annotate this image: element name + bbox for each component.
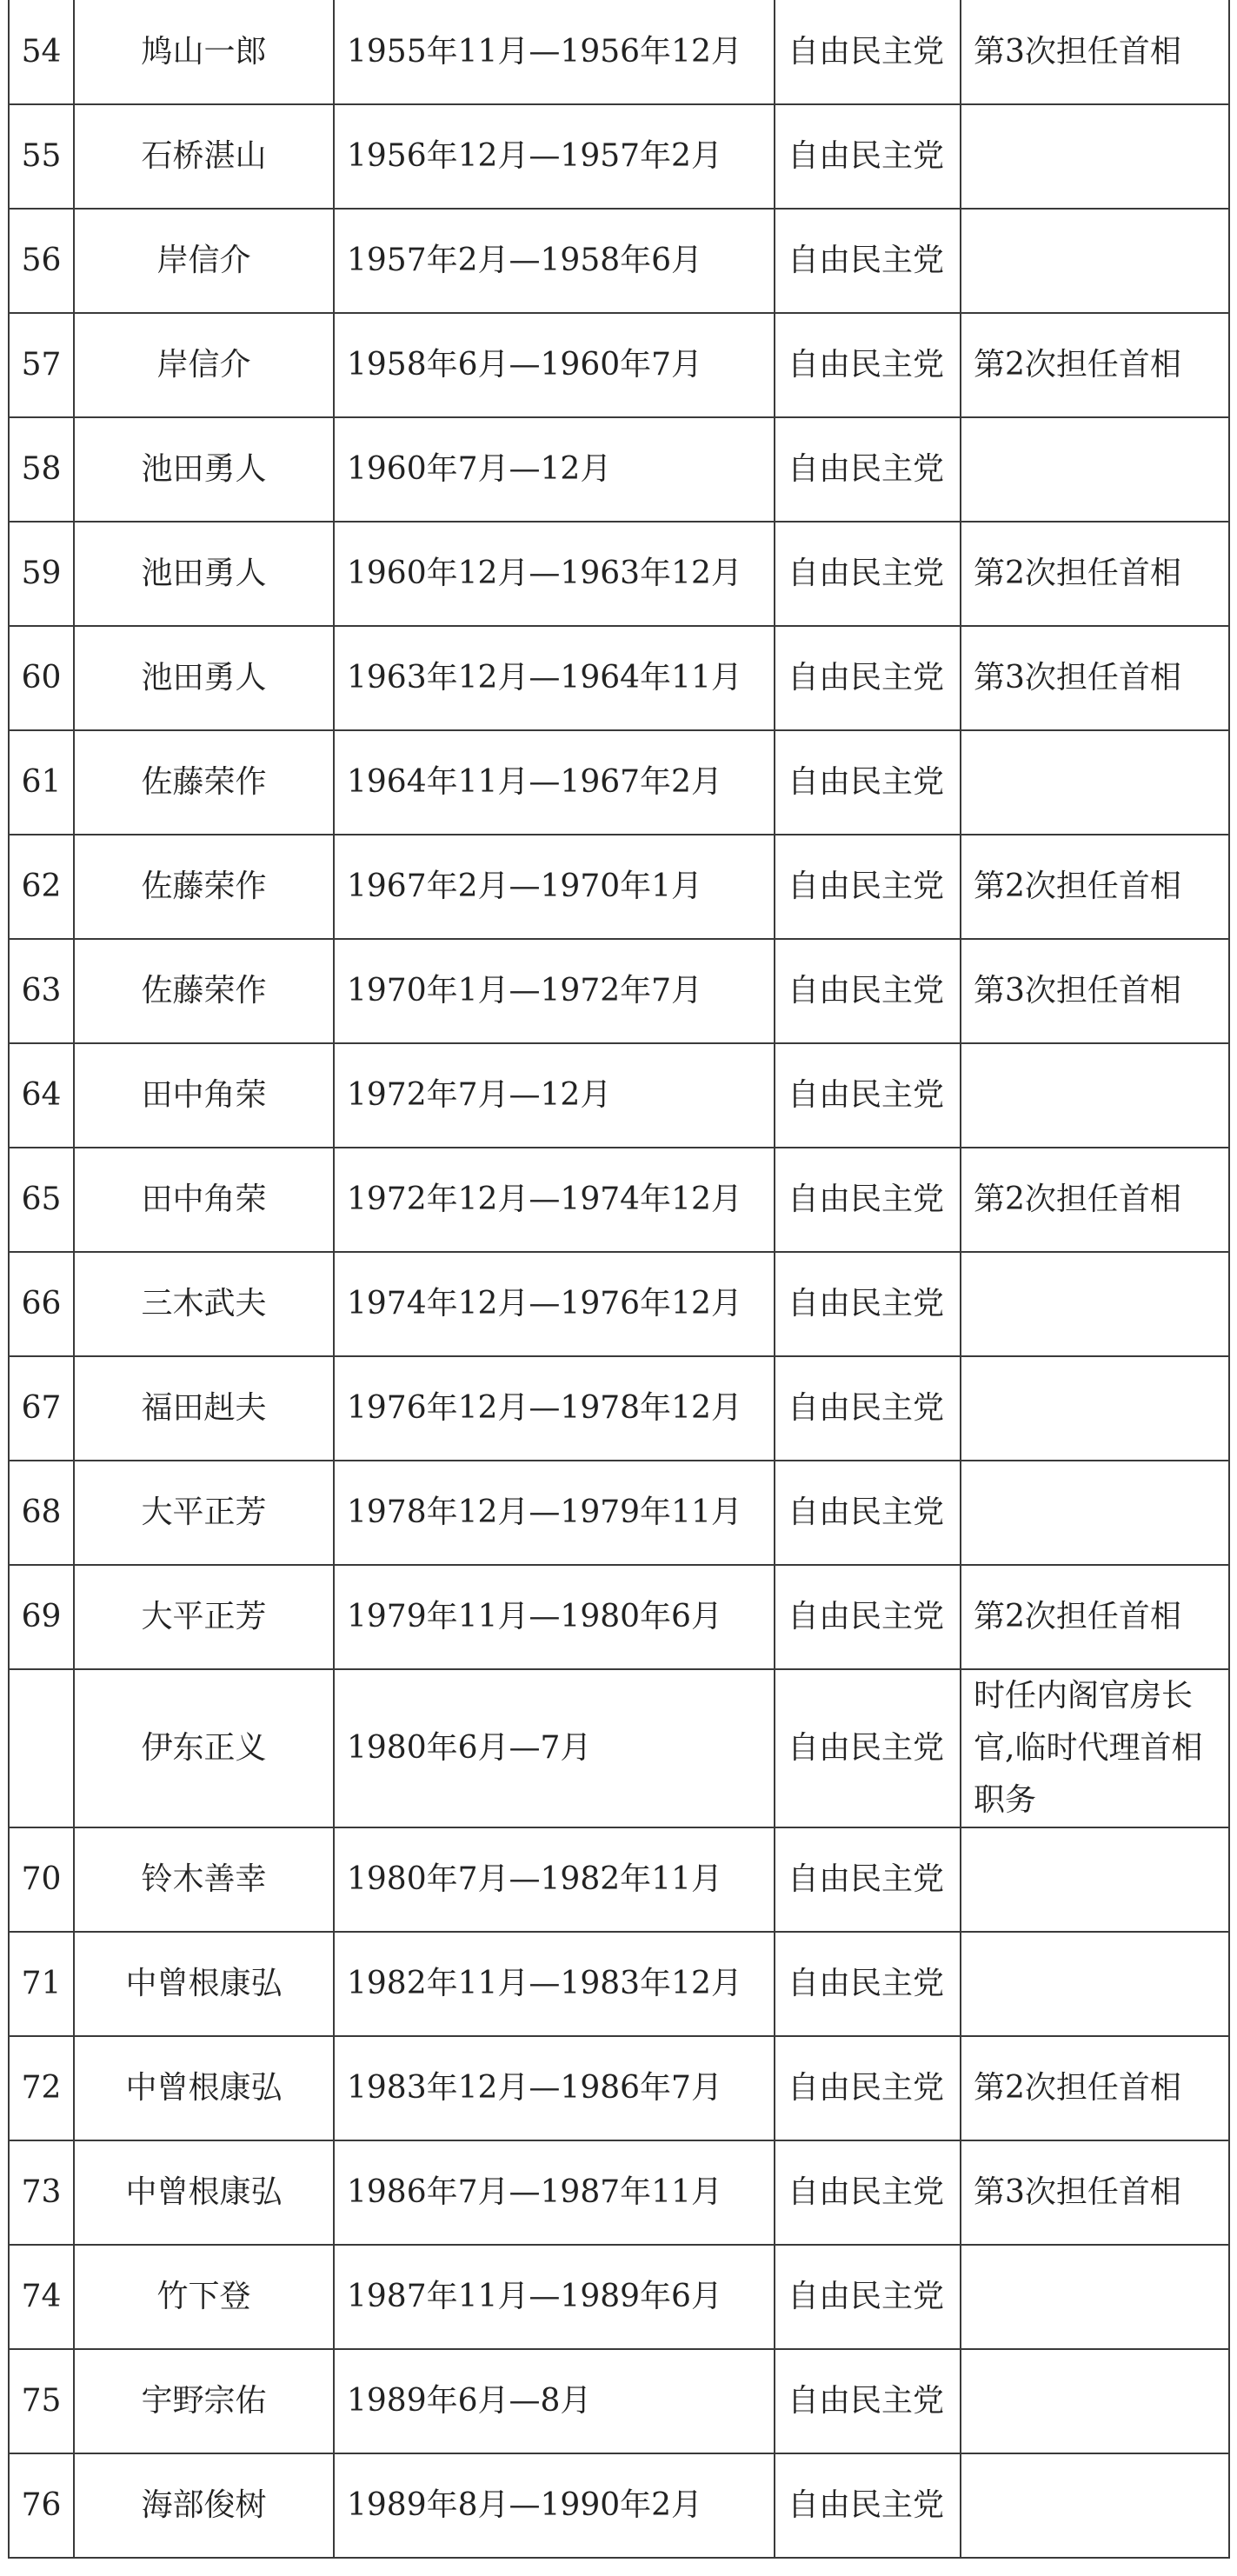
table-row: [9, 1669, 1229, 1827]
row-number-cell: 54: [9, 0, 74, 104]
pm-name-cell: 三木武夫: [74, 1252, 334, 1356]
row-number-cell: 76: [9, 2453, 74, 2558]
pm-name-cell: 佐藤荣作: [74, 835, 334, 939]
term-dates-cell: 1989年8月—1990年2月: [334, 2453, 775, 2558]
pm-name-cell: 中曾根康弘: [74, 1932, 334, 2036]
term-dates-cell: 1979年11月—1980年6月: [334, 1565, 775, 1669]
table-row: [9, 2140, 1229, 2245]
remark-cell: 第2次担任首相: [961, 1148, 1229, 1252]
term-dates-cell: 1978年12月—1979年11月: [334, 1461, 775, 1565]
term-dates-cell: 1957年2月—1958年6月: [334, 209, 775, 313]
pm-name-cell: 大平正芳: [74, 1461, 334, 1565]
party-name-cell: 自由民主党: [775, 209, 961, 313]
party-name-cell: 自由民主党: [775, 1148, 961, 1252]
row-number-cell: 67: [9, 1356, 74, 1461]
pm-name-cell: 池田勇人: [74, 626, 334, 730]
remark-cell: 第2次担任首相: [961, 522, 1229, 626]
party-name-cell: 自由民主党: [775, 730, 961, 835]
pm-name-cell: 岸信介: [74, 209, 334, 313]
term-dates-cell: 1956年12月—1957年2月: [334, 104, 775, 209]
term-dates-cell: 1963年12月—1964年11月: [334, 626, 775, 730]
table-row: [9, 0, 1229, 104]
row-number-cell: 64: [9, 1043, 74, 1148]
row-number-cell: 60: [9, 626, 74, 730]
remark-cell: 第2次担任首相: [961, 2036, 1229, 2140]
pm-name-cell: 铃木善幸: [74, 1827, 334, 1932]
row-number-cell: 66: [9, 1252, 74, 1356]
table-row: [9, 522, 1229, 626]
table-row: [9, 1461, 1229, 1565]
pm-name-cell: 岸信介: [74, 313, 334, 417]
term-dates-cell: 1960年7月—12月: [334, 417, 775, 522]
row-number-cell: 59: [9, 522, 74, 626]
term-dates-cell: 1989年6月—8月: [334, 2349, 775, 2453]
row-number-cell: 55: [9, 104, 74, 209]
table-row: [9, 104, 1229, 209]
row-number-cell: 73: [9, 2140, 74, 2245]
row-number-cell: 68: [9, 1461, 74, 1565]
table-row: [9, 835, 1229, 939]
remark-cell: [961, 417, 1229, 522]
party-name-cell: 自由民主党: [775, 417, 961, 522]
party-name-cell: 自由民主党: [775, 1932, 961, 2036]
remark-cell: [961, 1356, 1229, 1461]
remark-cell: 时任内阁官房长官,临时代理首相职务: [961, 1669, 1229, 1827]
party-name-cell: 自由民主党: [775, 2140, 961, 2245]
party-name-cell: 自由民主党: [775, 1043, 961, 1148]
pm-name-cell: 佐藤荣作: [74, 730, 334, 835]
party-name-cell: 自由民主党: [775, 313, 961, 417]
remark-cell: 第2次担任首相: [961, 1565, 1229, 1669]
term-dates-cell: 1982年11月—1983年12月: [334, 1932, 775, 2036]
party-name-cell: 自由民主党: [775, 1252, 961, 1356]
table-row: [9, 1356, 1229, 1461]
prime-minister-table: [8, 0, 1230, 2559]
remark-cell: [961, 2349, 1229, 2453]
party-name-cell: 自由民主党: [775, 2245, 961, 2349]
table-row: [9, 730, 1229, 835]
table-row: [9, 939, 1229, 1043]
remark-cell: [961, 209, 1229, 313]
row-number-cell: 69: [9, 1565, 74, 1669]
row-number-cell: 65: [9, 1148, 74, 1252]
row-number-cell: 63: [9, 939, 74, 1043]
term-dates-cell: 1974年12月—1976年12月: [334, 1252, 775, 1356]
row-number-cell: 57: [9, 313, 74, 417]
table-row: [9, 1827, 1229, 1932]
table-row: [9, 1043, 1229, 1148]
party-name-cell: 自由民主党: [775, 2349, 961, 2453]
remark-cell: [961, 1932, 1229, 2036]
remark-cell: [961, 730, 1229, 835]
remark-cell: 第3次担任首相: [961, 939, 1229, 1043]
pm-name-cell: 中曾根康弘: [74, 2140, 334, 2245]
table-row: [9, 417, 1229, 522]
table-row: [9, 1148, 1229, 1252]
pm-name-cell: 竹下登: [74, 2245, 334, 2349]
pm-name-cell: 鸠山一郎: [74, 0, 334, 104]
party-name-cell: 自由民主党: [775, 1669, 961, 1827]
pm-name-cell: 石桥湛山: [74, 104, 334, 209]
party-name-cell: 自由民主党: [775, 522, 961, 626]
table-row: [9, 209, 1229, 313]
party-name-cell: 自由民主党: [775, 0, 961, 104]
party-name-cell: 自由民主党: [775, 835, 961, 939]
table-body: [9, 0, 1229, 2558]
party-name-cell: 自由民主党: [775, 626, 961, 730]
row-number-cell: 71: [9, 1932, 74, 2036]
term-dates-cell: 1955年11月—1956年12月: [334, 0, 775, 104]
table-row: [9, 2245, 1229, 2349]
pm-name-cell: 福田赳夫: [74, 1356, 334, 1461]
party-name-cell: 自由民主党: [775, 2453, 961, 2558]
table-row: [9, 1252, 1229, 1356]
row-number-cell: 74: [9, 2245, 74, 2349]
remark-cell: 第3次担任首相: [961, 0, 1229, 104]
pm-name-cell: 佐藤荣作: [74, 939, 334, 1043]
term-dates-cell: 1987年11月—1989年6月: [334, 2245, 775, 2349]
table-row: [9, 1932, 1229, 2036]
pm-name-cell: 海部俊树: [74, 2453, 334, 2558]
pm-name-cell: 田中角荣: [74, 1148, 334, 1252]
table-row: [9, 2036, 1229, 2140]
party-name-cell: 自由民主党: [775, 1356, 961, 1461]
remark-cell: [961, 1827, 1229, 1932]
term-dates-cell: 1970年1月—1972年7月: [334, 939, 775, 1043]
remark-cell: 第3次担任首相: [961, 2140, 1229, 2245]
remark-cell: [961, 104, 1229, 209]
table-row: [9, 2349, 1229, 2453]
term-dates-cell: 1960年12月—1963年12月: [334, 522, 775, 626]
remark-cell: [961, 1252, 1229, 1356]
pm-name-cell: 田中角荣: [74, 1043, 334, 1148]
party-name-cell: 自由民主党: [775, 104, 961, 209]
pm-name-cell: 池田勇人: [74, 522, 334, 626]
party-name-cell: 自由民主党: [775, 1461, 961, 1565]
pm-name-cell: 伊东正义: [74, 1669, 334, 1827]
remark-cell: 第2次担任首相: [961, 835, 1229, 939]
term-dates-cell: 1972年12月—1974年12月: [334, 1148, 775, 1252]
row-number-cell: 61: [9, 730, 74, 835]
term-dates-cell: 1976年12月—1978年12月: [334, 1356, 775, 1461]
pm-name-cell: 大平正芳: [74, 1565, 334, 1669]
term-dates-cell: 1983年12月—1986年7月: [334, 2036, 775, 2140]
term-dates-cell: 1964年11月—1967年2月: [334, 730, 775, 835]
pm-name-cell: 宇野宗佑: [74, 2349, 334, 2453]
row-number-cell: 75: [9, 2349, 74, 2453]
table-row: [9, 1565, 1229, 1669]
remark-cell: 第3次担任首相: [961, 626, 1229, 730]
table-row: [9, 2453, 1229, 2558]
row-number-cell: [9, 1669, 74, 1827]
remark-cell: [961, 1043, 1229, 1148]
pm-name-cell: 池田勇人: [74, 417, 334, 522]
row-number-cell: 72: [9, 2036, 74, 2140]
term-dates-cell: 1980年7月—1982年11月: [334, 1827, 775, 1932]
remark-cell: [961, 1461, 1229, 1565]
row-number-cell: 62: [9, 835, 74, 939]
term-dates-cell: 1980年6月—7月: [334, 1669, 775, 1827]
row-number-cell: 70: [9, 1827, 74, 1932]
table-row: [9, 313, 1229, 417]
pm-name-cell: 中曾根康弘: [74, 2036, 334, 2140]
term-dates-cell: 1972年7月—12月: [334, 1043, 775, 1148]
party-name-cell: 自由民主党: [775, 939, 961, 1043]
remark-cell: [961, 2453, 1229, 2558]
term-dates-cell: 1967年2月—1970年1月: [334, 835, 775, 939]
remark-cell: 第2次担任首相: [961, 313, 1229, 417]
party-name-cell: 自由民主党: [775, 2036, 961, 2140]
row-number-cell: 56: [9, 209, 74, 313]
table-row: [9, 626, 1229, 730]
row-number-cell: 58: [9, 417, 74, 522]
remark-cell: [961, 2245, 1229, 2349]
party-name-cell: 自由民主党: [775, 1827, 961, 1932]
term-dates-cell: 1986年7月—1987年11月: [334, 2140, 775, 2245]
party-name-cell: 自由民主党: [775, 1565, 961, 1669]
term-dates-cell: 1958年6月—1960年7月: [334, 313, 775, 417]
